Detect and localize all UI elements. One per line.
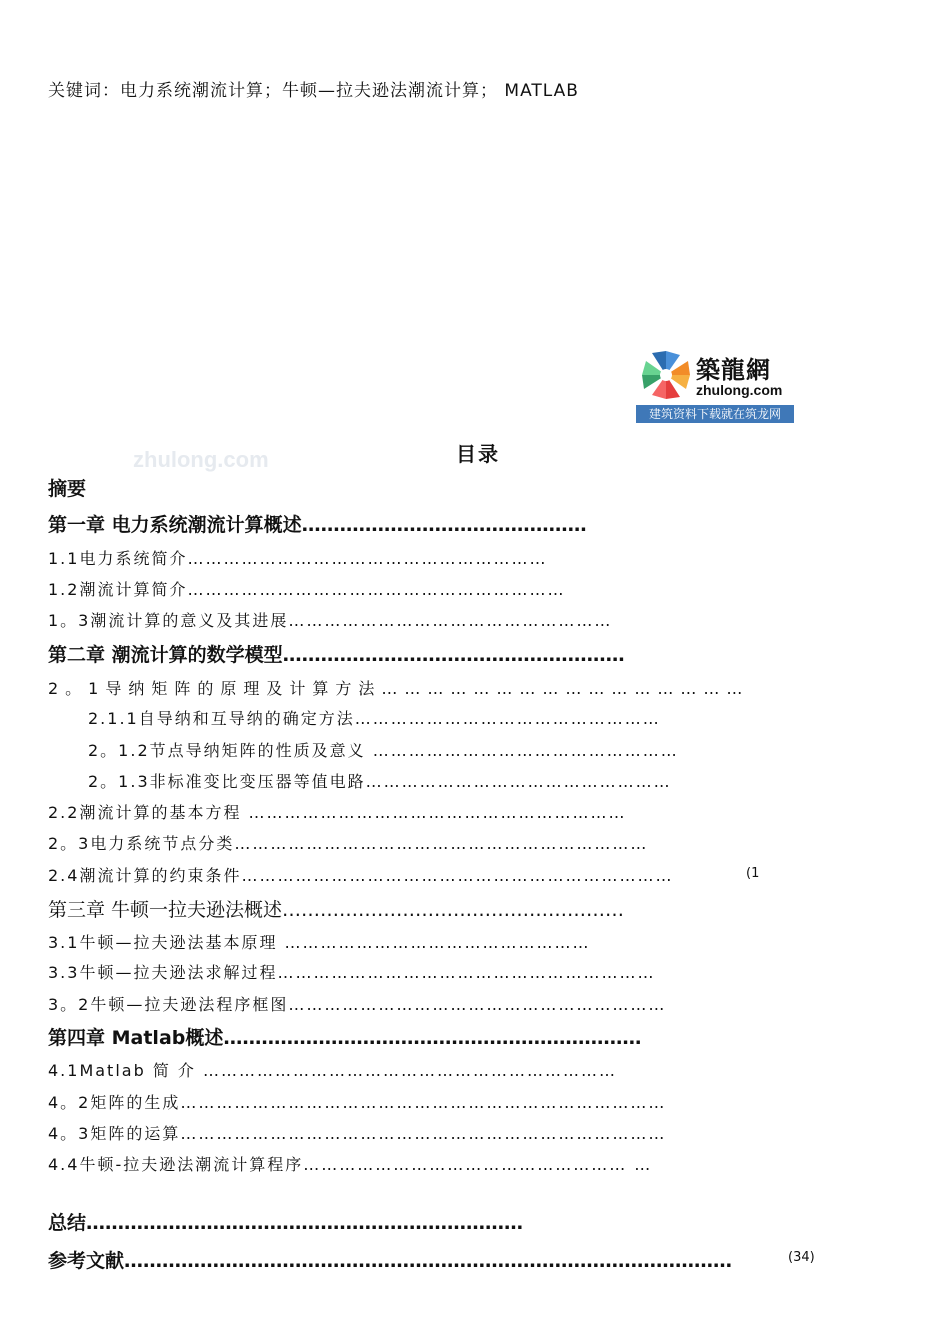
logo-slogan: 建筑资料下载就在筑龙网 xyxy=(636,405,794,423)
toc-entry: 2.2潮流计算的基本方程 ……………………………………………………… xyxy=(48,803,627,822)
page-number: (1 xyxy=(746,866,760,881)
toc-entry: 2。1导纳矩阵的原理及计算方法………………………………………… xyxy=(48,679,750,698)
toc-entry: 总结…………………………………………………………… xyxy=(48,1212,524,1234)
toc-entry: 第一章 电力系统潮流计算概述……………………………………… xyxy=(48,514,587,536)
toc-entry: 2。1.3非标准变比变压器等值电路…………………………………………… xyxy=(88,772,672,791)
toc-entry: 2.1.1自导纳和互导纳的确定方法…………………………………………… xyxy=(88,709,661,728)
watermark: zhulong.com xyxy=(133,447,269,472)
pinwheel-logo-icon xyxy=(638,347,694,403)
zhulong-logo xyxy=(636,346,794,423)
toc-entry: 4.1Matlab 简 介 …………………………………………………………… xyxy=(48,1061,617,1080)
toc-entry: 4。3矩阵的运算……………………………………………………………………… xyxy=(48,1124,667,1143)
toc-entry: 3.3牛顿—拉夫逊法求解过程……………………………………………………… xyxy=(48,963,656,982)
toc-entry: 2。3电力系统节点分类…………………………………………………………… xyxy=(48,834,649,853)
toc-entry: 第四章 Matlab概述………………………………………………………… xyxy=(48,1027,642,1049)
toc-entry: 4.4牛顿-拉夫逊法潮流计算程序……………………………………………… … xyxy=(48,1155,653,1174)
toc-entry: 4。2矩阵的生成……………………………………………………………………… xyxy=(48,1093,667,1112)
toc-entry: 1.2潮流计算简介……………………………………………………… xyxy=(48,580,566,599)
page-number: (34) xyxy=(788,1250,815,1265)
toc-entry: 3.1牛顿—拉夫逊法基本原理 …………………………………………… xyxy=(48,933,591,952)
toc-entry: 第三章 牛顿一拉夫逊法概述……………………………………………… xyxy=(48,899,625,921)
logo-domain: zhulong.com xyxy=(696,382,783,398)
toc-entry: 2。1.2节点导纳矩阵的性质及意义 …………………………………………… xyxy=(88,741,679,760)
toc-title: 目录 xyxy=(456,442,500,466)
toc-entry: 2.4潮流计算的约束条件……………………………………………………………… xyxy=(48,866,674,885)
toc-entry: 1.1电力系统简介…………………………………………………… xyxy=(48,549,548,568)
keywords-line: 关键词：电力系统潮流计算；牛顿—拉夫逊法潮流计算； MATLAB xyxy=(48,81,579,101)
logo-chinese-name: 築龍網 xyxy=(696,355,771,384)
toc-entry: 摘要 xyxy=(48,478,87,500)
toc-entry: 1。3潮流计算的意义及其进展……………………………………………… xyxy=(48,611,613,630)
toc-entry: 第二章 潮流计算的数学模型……………………………………………… xyxy=(48,644,625,666)
toc-entry: 3。2牛顿—拉夫逊法程序框图……………………………………………………… xyxy=(48,995,667,1014)
toc-entry: 参考文献…………………………………………………………………………………… xyxy=(48,1250,733,1272)
